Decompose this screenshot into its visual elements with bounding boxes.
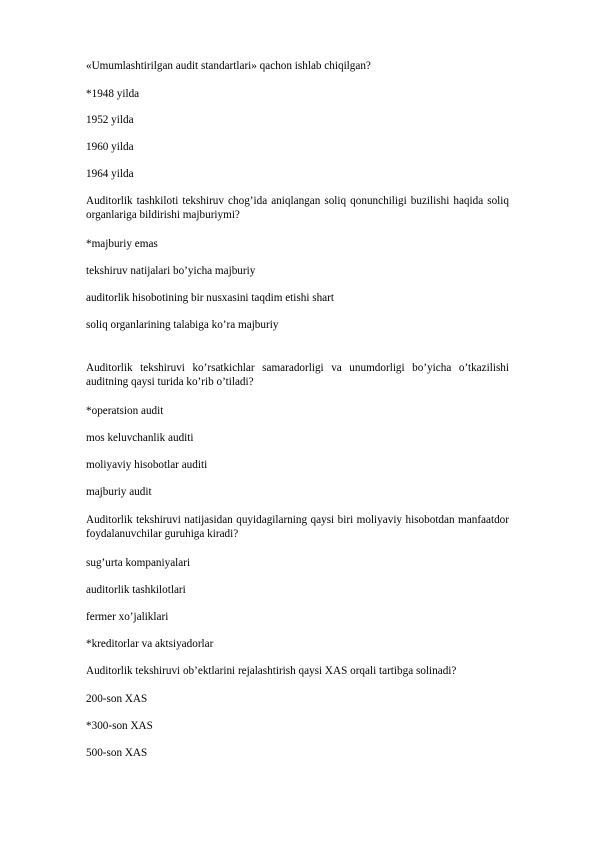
question-4-option-3: fermer xo’jaliklari xyxy=(86,611,169,623)
question-4-option-4: *kreditorlar va aktsiyadorlar xyxy=(86,638,214,650)
question-1-option-3: 1960 yilda xyxy=(86,141,134,153)
question-3-option-3: moliyaviy hisobotlar auditi xyxy=(86,459,208,471)
question-5-text: Auditorlik tekshiruvi ob’ektlarini rejalashtirish qaysi XAS orqali tartibga solinadi? xyxy=(86,665,457,677)
question-3-option-1: *operatsion audit xyxy=(86,405,164,417)
question-3-text: Auditorlik tekshiruvi ko’rsatkichlar samaradorligi va unumdorligi bo’yicha o’tkazilishi auditning qaysi turida ko’rib o’tiladi? xyxy=(86,362,509,388)
question-4-option-2: auditorlik tashkilotlari xyxy=(86,584,186,596)
question-3-option-2: mos keluvchanlik auditi xyxy=(86,432,194,444)
question-3-option-4: majburiy audit xyxy=(86,486,152,498)
question-2-option-4: soliq organlarining talabiga ko’ra majburiy xyxy=(86,319,279,331)
question-4-option-1: sug’urta kompaniyalari xyxy=(86,557,191,569)
question-5-option-3: 500-son XAS xyxy=(86,747,148,759)
question-1-text: «Umumlashtirilgan audit standartlari» qachon ishlab chiqilgan? xyxy=(86,60,371,72)
question-4-text: Auditorlik tekshiruvi natijasidan quyidagilarning qaysi biri moliyaviy hisobotdan manfaatdor foydalanuvchilar guruhiga kiradi? xyxy=(86,514,509,540)
question-1-option-4: 1964 yilda xyxy=(86,168,134,180)
question-2-option-3: auditorlik hisobotining bir nusxasini taqdim etishi shart xyxy=(86,292,334,304)
question-2-text: Auditorlik tashkiloti tekshiruv chog’ida aniqlangan soliq qonunchiligi buzilishi haqida soliq organlariga bildirishi majburiymi? xyxy=(86,195,509,221)
question-5-option-1: 200-son XAS xyxy=(86,693,148,705)
question-1-option-1: *1948 yilda xyxy=(86,88,140,100)
question-2-option-2: tekshiruv natijalari bo’yicha majburiy xyxy=(86,265,256,277)
question-1-option-2: 1952 yilda xyxy=(86,114,134,126)
question-5-option-2: *300-son XAS xyxy=(86,720,153,732)
question-2-option-1: *majburiy emas xyxy=(86,238,158,250)
